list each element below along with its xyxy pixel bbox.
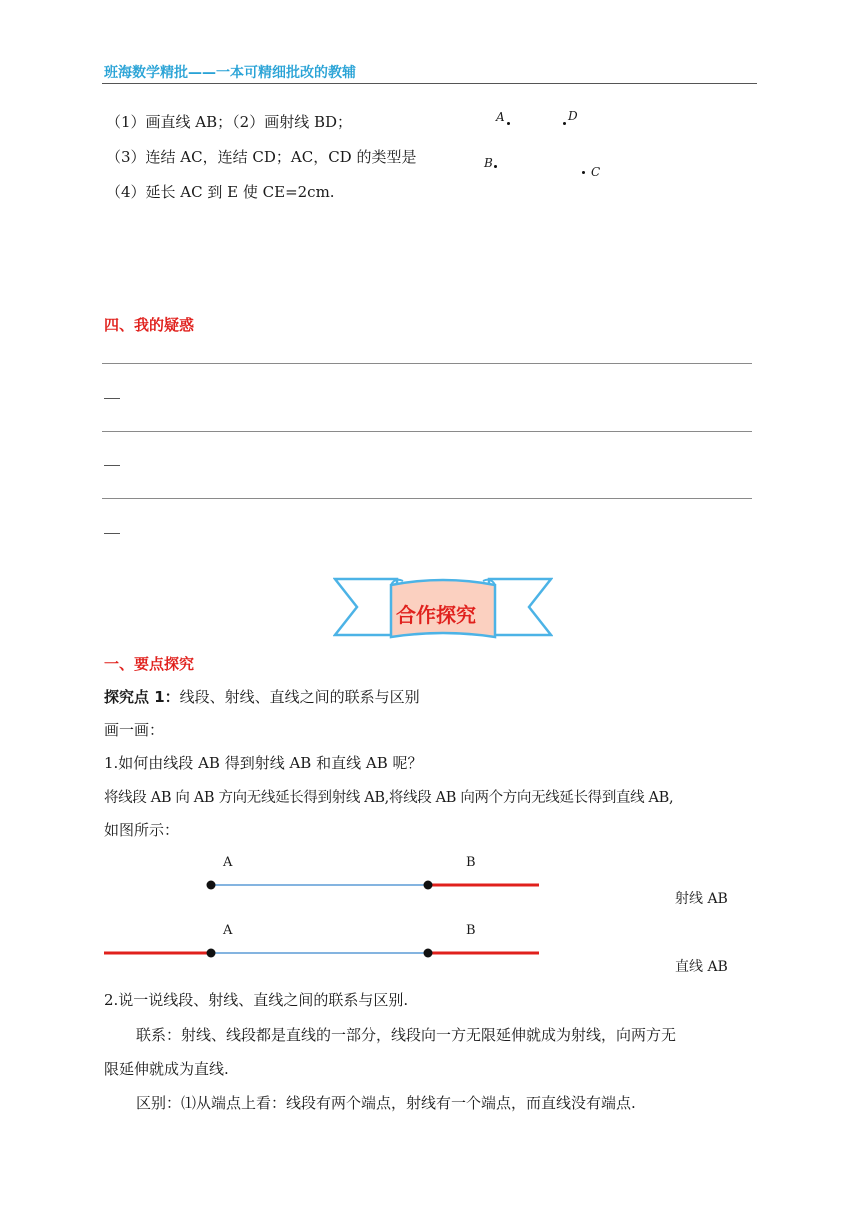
answer-dash-2 bbox=[104, 465, 120, 466]
explore-point-title bbox=[104, 686, 420, 707]
point-b-dot bbox=[494, 165, 497, 168]
exercise-line-1: （1）画直线 AB；（2）画射线 BD； bbox=[106, 113, 353, 131]
point-c-dot bbox=[582, 171, 585, 174]
point-d-dot bbox=[563, 122, 566, 125]
line-label-a: A bbox=[223, 923, 233, 938]
header-title: 班海数学精批——一本可精细批改的教辅 bbox=[104, 65, 356, 81]
answer-line-2 bbox=[102, 431, 752, 432]
question-2: 2.说一说线段、射线、直线之间的联系与区别. bbox=[104, 991, 409, 1009]
answer-dash-1 bbox=[104, 398, 120, 399]
point-title-rest: 线段、射线、直线之间的联系与区别 bbox=[179, 688, 420, 706]
point-a-dot bbox=[507, 122, 510, 125]
paragraph-1: 将线段 AB 向 AB 方向无线延长得到射线 AB,将线段 AB 向两个方向无线延长得到直线 AB, bbox=[104, 790, 674, 806]
exercise-line-3: （4）延长 AC 到 E 使 CE=2cm. bbox=[106, 183, 335, 201]
answer-dash-3 bbox=[104, 533, 120, 534]
explore-heading: 一、要点探究 bbox=[104, 655, 195, 673]
relation-line-2: 限延伸就成为直线. bbox=[104, 1060, 229, 1078]
exercise-line-2: （3）连结 AC，连结 CD；AC，CD 的类型是 bbox=[106, 148, 417, 166]
answer-line-3 bbox=[102, 498, 752, 499]
point-title-bold: 探究点 1： bbox=[104, 688, 180, 706]
draw-prompt: 画一画： bbox=[104, 721, 165, 739]
answer-line-1 bbox=[102, 363, 752, 364]
point-d-label: D bbox=[568, 109, 578, 123]
banner-label: 合作探究 bbox=[396, 603, 476, 627]
ray-caption: 射线 AB bbox=[675, 891, 728, 907]
point-c-label: C bbox=[591, 165, 601, 179]
line-caption: 直线 AB bbox=[675, 959, 728, 975]
difference-line: 区别：⑴从端点上看：线段有两个端点，射线有一个端点，而直线没有端点. bbox=[136, 1094, 636, 1112]
ray-label-a: A bbox=[223, 855, 233, 870]
question-1: 1.如何由线段 AB 得到射线 AB 和直线 AB 呢？ bbox=[104, 754, 423, 772]
doubts-heading: 四、我的疑惑 bbox=[104, 316, 195, 334]
header-divider bbox=[102, 83, 757, 84]
point-b-label: B bbox=[484, 156, 493, 170]
ray-label-b: B bbox=[466, 855, 476, 870]
point-a-label: A bbox=[496, 110, 505, 124]
relation-line-1: 联系：射线、线段都是直线的一部分，线段向一方无限延伸就成为射线，向两方无 bbox=[136, 1026, 677, 1044]
line-label-b: B bbox=[466, 923, 476, 938]
ray-line-figure bbox=[0, 850, 860, 980]
paragraph-1b: 如图所示： bbox=[104, 821, 180, 839]
